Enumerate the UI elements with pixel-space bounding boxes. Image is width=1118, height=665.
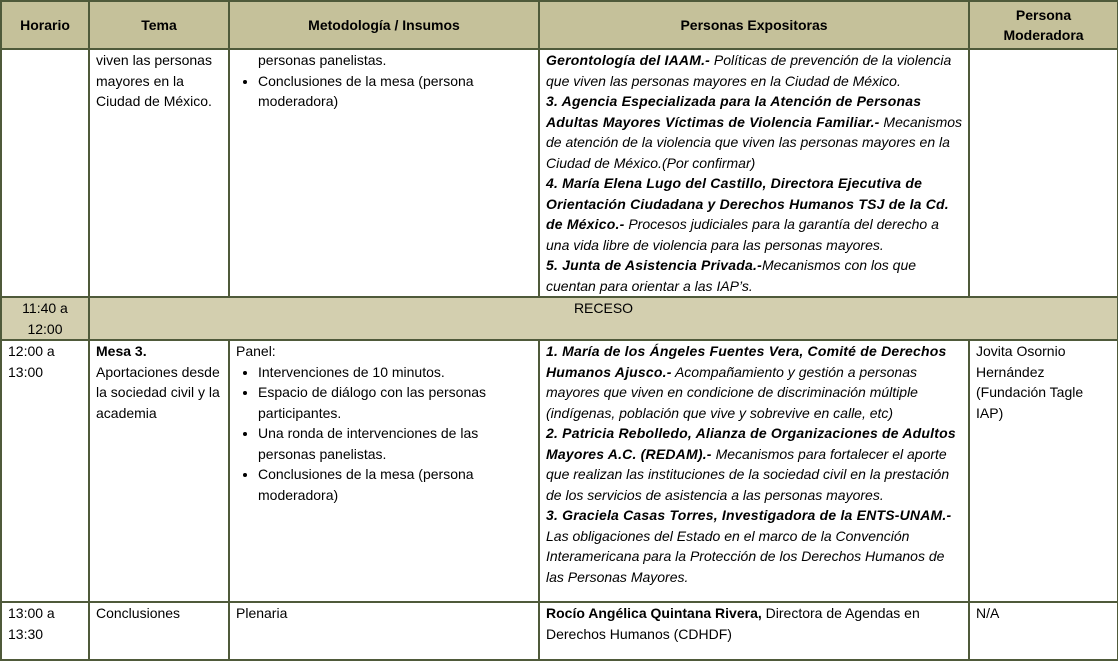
header-moderadora xyxy=(969,1,1118,49)
cell-metodologia: Plenaria xyxy=(229,602,539,660)
speaker-entry xyxy=(546,50,962,91)
cell-moderadora: Jovita Osornio Hernández (Fundación Tagle IAP) xyxy=(969,340,1118,602)
method-item: • Una ronda de intervenciones de las personas panelistas. xyxy=(258,423,532,464)
table-row xyxy=(1,340,1118,602)
method-continued-text: personas panelistas. xyxy=(258,52,387,68)
speaker-topic: Procesos judiciales para la garantía del derecho a una vida libre de violencia para las personas mayores. xyxy=(546,216,939,253)
speaker-name: Rocío Angélica Quintana Rivera, xyxy=(546,605,762,621)
recess-label: RECESO xyxy=(89,297,1118,340)
speaker-topic: Mecanismos para fortalecer el aporte que realizan las instituciones de la sociedad civil en la prestación de los servicios de asistencia a las personas mayores. xyxy=(546,445,950,503)
method-list xyxy=(236,362,532,506)
speaker-entry xyxy=(546,505,962,587)
speaker-entry xyxy=(546,423,962,505)
table-row xyxy=(1,49,1118,297)
recess-row xyxy=(1,297,1118,340)
cell-tema: viven las personas mayores en la Ciudad de México. xyxy=(89,49,229,297)
speaker-name: 4. María Elena Lugo del Castillo, Directora Ejecutiva de Orientación Ciudadana y Derechos Humanos TSJ de la Cd. de México.- xyxy=(546,175,949,232)
speaker-topic: Las obligaciones del Estado en el marco de la Convención Interamericana para la Protección de los Derechos Humanos de las Personas Mayores. xyxy=(546,527,945,585)
header-metodologia: Metodología / Insumos xyxy=(229,1,539,49)
speaker-entry xyxy=(546,255,962,296)
method-item: • Espacio de diálogo con las personas participantes. xyxy=(258,382,532,423)
mesa-topic: Aportaciones desde la sociedad civil y la academia xyxy=(96,363,220,421)
cell-horario: 11:40 a 12:00 xyxy=(1,297,89,340)
header-moderadora-line2: Moderadora xyxy=(1003,27,1084,43)
header-moderadora-line1: Persona xyxy=(1015,6,1072,23)
header-tema: Tema xyxy=(89,1,229,49)
cell-expositoras xyxy=(539,602,969,660)
cell-expositoras xyxy=(539,340,969,602)
speaker-topic: Directora de Agendas en Derechos Humanos (CDHDF) xyxy=(546,605,920,642)
cell-moderadora: N/A xyxy=(969,602,1118,660)
speaker-topic: Políticas de prevención de la violencia que viven las personas mayores en la Ciudad de México. xyxy=(546,52,952,89)
cell-tema xyxy=(89,340,229,602)
cell-moderadora xyxy=(969,49,1118,297)
header-row xyxy=(1,1,1118,49)
method-list xyxy=(236,71,532,112)
cell-horario xyxy=(1,49,89,297)
method-item: • Intervenciones de 10 minutos. xyxy=(258,362,532,383)
speaker-name: 3. Agencia Especializada para la Atención de Personas Adultas Mayores Víctimas de Violencia Familiar.- xyxy=(546,93,922,130)
speaker-topic: Mecanismos con los que cuentan para orientar a las IAP’s. xyxy=(546,257,917,294)
cell-metodologia xyxy=(229,340,539,602)
mesa-title: Mesa 3. xyxy=(96,343,147,359)
speaker-entry xyxy=(546,91,962,173)
method-intro: Panel: xyxy=(236,343,276,359)
header-expositoras: Personas Expositoras xyxy=(539,1,969,49)
speaker-name: 2. Patricia Rebolledo, Alianza de Organizaciones de Adultos Mayores A.C. (REDAM).- xyxy=(546,425,956,462)
speaker-name: Gerontología del IAAM.- xyxy=(546,52,711,68)
cell-horario: 13:00 a 13:30 xyxy=(1,602,89,660)
cell-horario: 12:00 a 13:00 xyxy=(1,340,89,602)
header-horario: Horario xyxy=(1,1,89,49)
cell-expositoras xyxy=(539,49,969,297)
cell-tema: Conclusiones xyxy=(89,602,229,660)
method-item: • Conclusiones de la mesa (persona moderadora) xyxy=(258,464,532,505)
speaker-entry xyxy=(546,341,962,423)
speaker-topic: Mecanismos de atención de la violencia que viven las personas mayores en la Ciudad de México.(Por confirmar) xyxy=(546,113,963,171)
cell-metodologia xyxy=(229,49,539,297)
speaker-entry xyxy=(546,173,962,255)
speaker-name: 5. Junta de Asistencia Privada.- xyxy=(546,257,762,273)
method-item: • Conclusiones de la mesa (persona moderadora) xyxy=(258,71,532,112)
speaker-topic: Acompañamiento y gestión a personas mayores que viven en condicione de discriminación múltiple (indígenas, población que vive y sobrevive en calle, etc) xyxy=(546,363,918,421)
table-row xyxy=(1,602,1118,660)
speaker-name: 1. María de los Ángeles Fuentes Vera, Comité de Derechos Humanos Ajusco.- xyxy=(546,343,947,380)
speaker-name: 3. Graciela Casas Torres, Investigadora de la ENTS-UNAM.- xyxy=(546,507,952,523)
